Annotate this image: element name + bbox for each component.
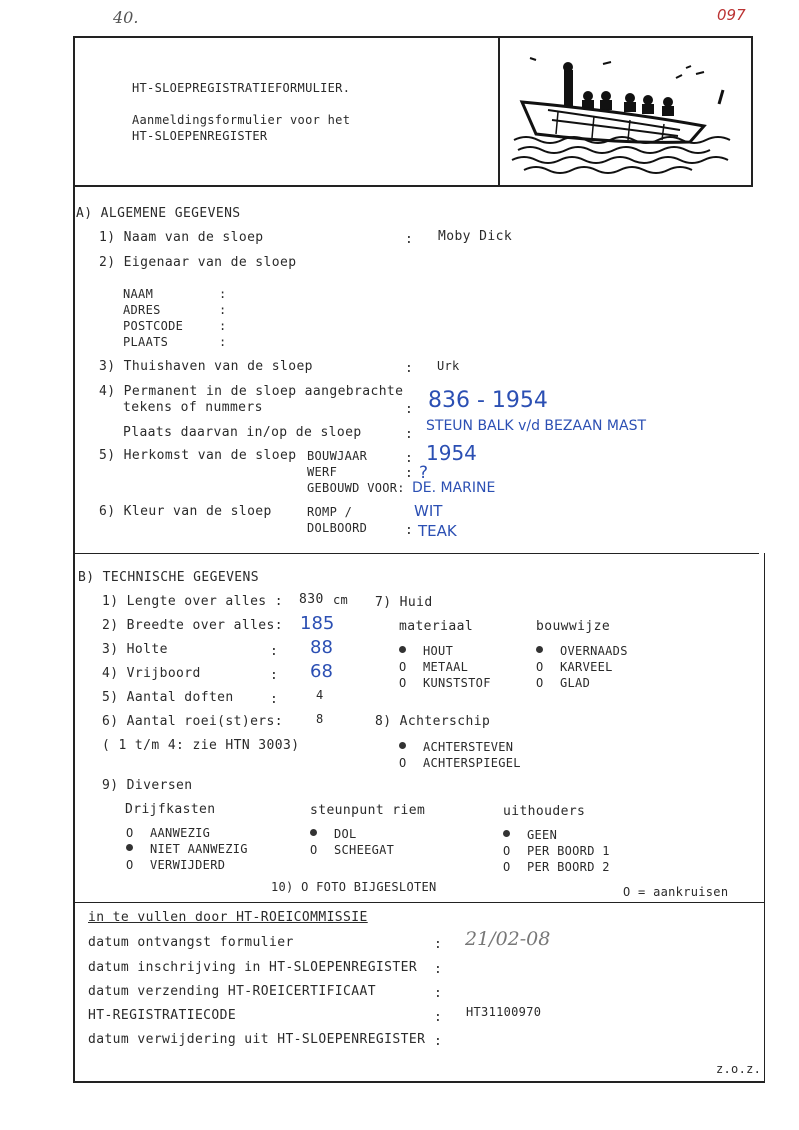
verwijderd-open-mark: O (126, 858, 134, 872)
commissie-divider (75, 902, 765, 903)
drijfkasten-niet-aanwezig: NIET AANWEZIG (150, 842, 248, 856)
q6-romp-label: ROMP / (307, 505, 353, 519)
karveel-open-mark: O (536, 660, 544, 674)
registratiecode-label: HT-REGISTRATIECODE (88, 1008, 237, 1023)
datum-inschrijving-colon: : (434, 962, 443, 977)
dim-rowers-value: 8 (316, 712, 324, 726)
drijfkasten-aanwezig: AANWEZIG (150, 826, 211, 840)
material-kunststof: KUNSTSTOF (423, 676, 491, 690)
q4-colon: : (405, 402, 414, 417)
method-overnaads: OVERNAADS (560, 644, 628, 658)
geen-checked-mark (503, 830, 510, 837)
owner-name-label: NAAM (123, 287, 154, 301)
method-karveel: KARVEEL (560, 660, 613, 674)
rowing-boat-illustration (508, 50, 746, 180)
boord2-open-mark: O (503, 860, 511, 874)
datum-verwijdering-colon: : (434, 1034, 443, 1049)
q5-label: 5) Herkomst van de sloep (99, 448, 297, 463)
q3-label: 3) Thuishaven van de sloep (99, 359, 313, 374)
rowers-note: ( 1 t/m 4: zie HTN 3003) (102, 738, 300, 753)
dim-freeboard-label: 4) Vrijboord (102, 666, 201, 681)
datum-ontvangst-value: 21/02-08 (465, 928, 551, 950)
datum-inschrijving-label: datum inschrijving in HT-SLOEPENREGISTER (88, 960, 418, 975)
dim-thwarts-value: 4 (316, 688, 324, 702)
dim-depth-label: 3) Holte (102, 642, 168, 657)
steunpunt-header: steunpunt riem (310, 803, 426, 818)
form-title: HT-SLOEPREGISTRATIEFORMULIER. (132, 81, 351, 95)
q5-bouwjaar-value: 1954 (426, 441, 477, 465)
owner-colon: : (219, 335, 227, 349)
datum-ontvangst-label: datum ontvangst formulier (88, 935, 294, 950)
dim-freeboard-value: 68 (310, 661, 333, 682)
q6-label: 6) Kleur van de sloep (99, 504, 272, 519)
q1-value: Moby Dick (438, 229, 513, 244)
materiaal-header: materiaal (399, 619, 474, 634)
q4-place-colon: : (405, 427, 414, 442)
form-subtitle-1: Aanmeldingsformulier voor het (132, 113, 351, 127)
dim-width-value: 185 (300, 613, 335, 634)
owner-postcode-label: POSTCODE (123, 319, 184, 333)
hout-checked-mark (399, 646, 406, 653)
diversen-label: 9) Diversen (102, 778, 193, 793)
kunststof-open-mark: O (399, 676, 407, 690)
frame-bottom (73, 1081, 765, 1083)
owner-city-label: PLAATS (123, 335, 169, 349)
achterspiegel-option: ACHTERSPIEGEL (423, 756, 521, 770)
right-border-lower (764, 553, 765, 1083)
q4-label-1: 4) Permanent in de sloep aangebrachte (99, 384, 404, 399)
frame-right (751, 36, 753, 186)
corner-note-right: 097 (717, 6, 746, 24)
dol-checked-mark (310, 829, 317, 836)
owner-colon: : (219, 319, 227, 333)
material-metaal: METAAL (423, 660, 469, 674)
dim-thwarts-label: 5) Aantal doften (102, 690, 234, 705)
q4-value: 836 - 1954 (428, 388, 548, 413)
overnaads-checked-mark (536, 646, 543, 653)
registratiecode-value: HT31100970 (466, 1005, 542, 1019)
section-a-divider (73, 553, 759, 554)
foto-bijgesloten: 10) O FOTO BIJGESLOTEN (271, 880, 437, 894)
glad-open-mark: O (536, 676, 544, 690)
header-divider (498, 36, 500, 186)
section-b-heading: B) TECHNISCHE GEGEVENS (78, 570, 259, 585)
owner-colon: : (219, 303, 227, 317)
method-glad: GLAD (560, 676, 591, 690)
owner-colon: : (219, 287, 227, 301)
aanwezig-open-mark: O (126, 826, 134, 840)
q3-value: Urk (437, 359, 460, 373)
registratiecode-colon: : (434, 1010, 443, 1025)
frame-top (73, 36, 752, 38)
dim-depth-colon: : (270, 644, 279, 659)
datum-ontvangst-colon: : (434, 937, 443, 952)
niet-aanwezig-checked-mark (126, 844, 133, 851)
q5-werf-label: WERF (307, 465, 338, 479)
material-hout: HOUT (423, 644, 454, 658)
section-a-heading: A) ALGEMENE GEGEVENS (76, 206, 241, 221)
q6-colon: : (405, 523, 414, 538)
steunpunt-scheegat: SCHEEGAT (334, 843, 395, 857)
datum-verzending-label: datum verzending HT-ROEICERTIFICAAT (88, 984, 376, 999)
datum-verzending-colon: : (434, 986, 443, 1001)
achterspiegel-open-mark: O (399, 756, 407, 770)
dim-length-value: 830 (299, 592, 324, 607)
achtersteven-option: ACHTERSTEVEN (423, 740, 514, 754)
q4-label-2: tekens of nummers (123, 400, 263, 415)
metaal-open-mark: O (399, 660, 407, 674)
commissie-heading: in te vullen door HT-ROEICOMMISSIE (88, 910, 368, 925)
achterschip-label: 8) Achterschip (375, 714, 491, 729)
dim-thwarts-colon: : (270, 692, 279, 707)
header-bottom (73, 185, 753, 187)
owner-address-label: ADRES (123, 303, 161, 317)
datum-verwijdering-label: datum verwijdering uit HT-SLOEPENREGISTER (88, 1032, 426, 1047)
q5-gebouwd-value: DE. MARINE (412, 480, 496, 496)
steunpunt-dol: DOL (334, 827, 357, 841)
drijfkasten-header: Drijfkasten (125, 802, 216, 817)
uithouders-geen: GEEN (527, 828, 558, 842)
q4-place-value: STEUN BALK v/d BEZAAN MAST (426, 418, 647, 434)
dim-length-unit: cm (333, 593, 349, 607)
scheegat-open-mark: O (310, 843, 318, 857)
q5-gebouwd-label: GEBOUWD VOOR: (307, 481, 405, 495)
q1-colon: : (405, 232, 414, 247)
q6-dolboord-label: DOLBOORD (307, 521, 368, 535)
q2-label: 2) Eigenaar van de sloep (99, 255, 297, 270)
q5-colon: : (405, 451, 414, 466)
q5-bouwjaar-label: BOUWJAAR (307, 449, 368, 463)
uithouders-boord-1: PER BOORD 1 (527, 844, 610, 858)
q6-romp-value: WIT (414, 502, 443, 520)
dim-length-label: 1) Lengte over alles : (102, 594, 283, 609)
bouwwijze-header: bouwwijze (536, 619, 611, 634)
boord1-open-mark: O (503, 844, 511, 858)
q3-colon: : (405, 361, 414, 376)
q6-dolboord-value: TEAK (418, 522, 457, 540)
corner-note-left: 40. (113, 8, 139, 27)
frame-left (73, 36, 75, 1083)
q5-werf-value: ? (419, 463, 429, 483)
uithouders-header: uithouders (503, 804, 586, 819)
q5-colon: : (405, 466, 414, 481)
q1-label: 1) Naam van de sloep (99, 230, 264, 245)
form-subtitle-2: HT-SLOEPENREGISTER (132, 129, 268, 143)
huid-label: 7) Huid (375, 595, 433, 610)
dim-depth-value: 88 (310, 637, 333, 658)
legend-aankruisen: O = aankruisen (623, 885, 729, 899)
zoz-note: z.o.z. (716, 1062, 762, 1076)
drijfkasten-verwijderd: VERWIJDERD (150, 858, 226, 872)
dim-rowers-label: 6) Aantal roei(st)ers: (102, 714, 283, 729)
dim-width-label: 2) Breedte over alles: (102, 618, 283, 633)
dim-freeboard-colon: : (270, 668, 279, 683)
uithouders-boord-2: PER BOORD 2 (527, 860, 610, 874)
achtersteven-checked-mark (399, 742, 406, 749)
q4-place-label: Plaats daarvan in/op de sloep (123, 425, 362, 440)
